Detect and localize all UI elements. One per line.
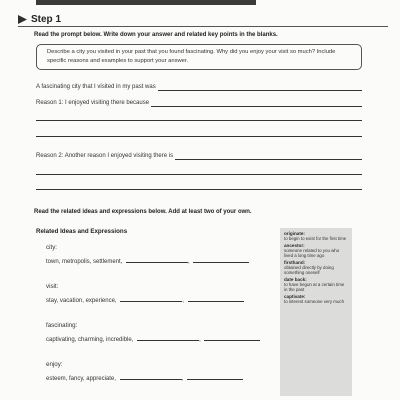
glossary-box: [280, 228, 352, 396]
glossary-entry: [284, 294, 348, 304]
glossary-term: ancestor:: [284, 243, 305, 248]
reason1-rule-1[interactable]: [36, 120, 362, 121]
group-words-text: stay, vacation, experience,: [46, 298, 117, 304]
prompt-box: Describe a city you visited in your past that you found fascinating. Why did you enjoy your visit so much? Include specific reasons and examples to support your answer.: [36, 44, 362, 70]
instruction-1: Read the prompt below. Write down your answer and related key points in the blanks.: [34, 32, 278, 38]
group-words-city: town, metropolis, settlement, ,: [46, 257, 249, 265]
blank-2[interactable]: [204, 335, 260, 341]
reason2-label: Reason 2: Another reason I enjoyed visiting there is: [36, 153, 174, 159]
reason2-blank[interactable]: [175, 152, 362, 160]
reason1-line: [36, 98, 362, 107]
glossary-term: captivate:: [284, 294, 306, 299]
city-blank[interactable]: [158, 83, 362, 91]
group-words-visit: stay, vacation, experience, ,: [46, 296, 244, 304]
group-head-visit: visit:: [46, 283, 59, 290]
blank-2[interactable]: [193, 257, 249, 263]
group-head-fascinating: fascinating:: [46, 322, 78, 329]
glossary-definition: to begin to exist for the first time: [284, 236, 347, 241]
reason2-rule-1[interactable]: [36, 174, 362, 175]
group-words-text: esteem, fancy, appreciate,: [46, 376, 116, 382]
triangle-bullet-icon: [18, 15, 27, 24]
group-words-text: town, metropolis, settlement,: [46, 259, 123, 265]
glossary-definition: someone related to you who lived a long time ago: [284, 248, 340, 258]
group-words-enjoy: esteem, fancy, appreciate, ,: [46, 374, 243, 382]
glossary-entry: [284, 260, 348, 275]
city-line-label: A fascinating city that I visited in my past was: [36, 84, 156, 90]
blank-1[interactable]: [120, 296, 182, 302]
step-header: [18, 13, 388, 27]
group-head-city: city:: [46, 244, 58, 251]
related-title: Related Ideas and Expressions: [36, 228, 128, 235]
glossary-definition: to interest someone very much: [284, 299, 345, 304]
step-title: Step 1: [31, 14, 62, 25]
reason1-blank[interactable]: [151, 99, 362, 107]
instruction-2: Read the related ideas and expressions below. Add at least two of your own.: [34, 209, 252, 215]
top-header-strip: [36, 0, 256, 5]
glossary-entry: [284, 277, 348, 292]
glossary-term: firsthand:: [284, 260, 306, 265]
city-line: [36, 82, 362, 91]
blank-1[interactable]: [120, 374, 182, 380]
glossary-entry: [284, 231, 348, 241]
group-head-enjoy: enjoy:: [46, 361, 63, 368]
glossary-term: originate:: [284, 231, 305, 236]
reason1-rule-2[interactable]: [36, 136, 362, 137]
glossary-term: date back:: [284, 277, 307, 282]
reason2-line: [36, 151, 362, 160]
reason1-label: Reason 1: I enjoyed visiting there because: [36, 100, 150, 106]
blank-1[interactable]: [126, 257, 188, 263]
reason2-rule-2[interactable]: [36, 189, 362, 190]
group-words-fascinating: captivating, charming, incredible, ,: [46, 335, 260, 343]
glossary-entry: [284, 243, 348, 258]
glossary-definition: obtained directly by doing something oneself: [284, 265, 334, 275]
group-words-text: captivating, charming, incredible,: [46, 337, 134, 343]
blank-2[interactable]: [188, 296, 244, 302]
glossary-definition: to have begun at a certain time in the past: [284, 282, 345, 292]
blank-1[interactable]: [137, 335, 199, 341]
blank-2[interactable]: [187, 374, 243, 380]
